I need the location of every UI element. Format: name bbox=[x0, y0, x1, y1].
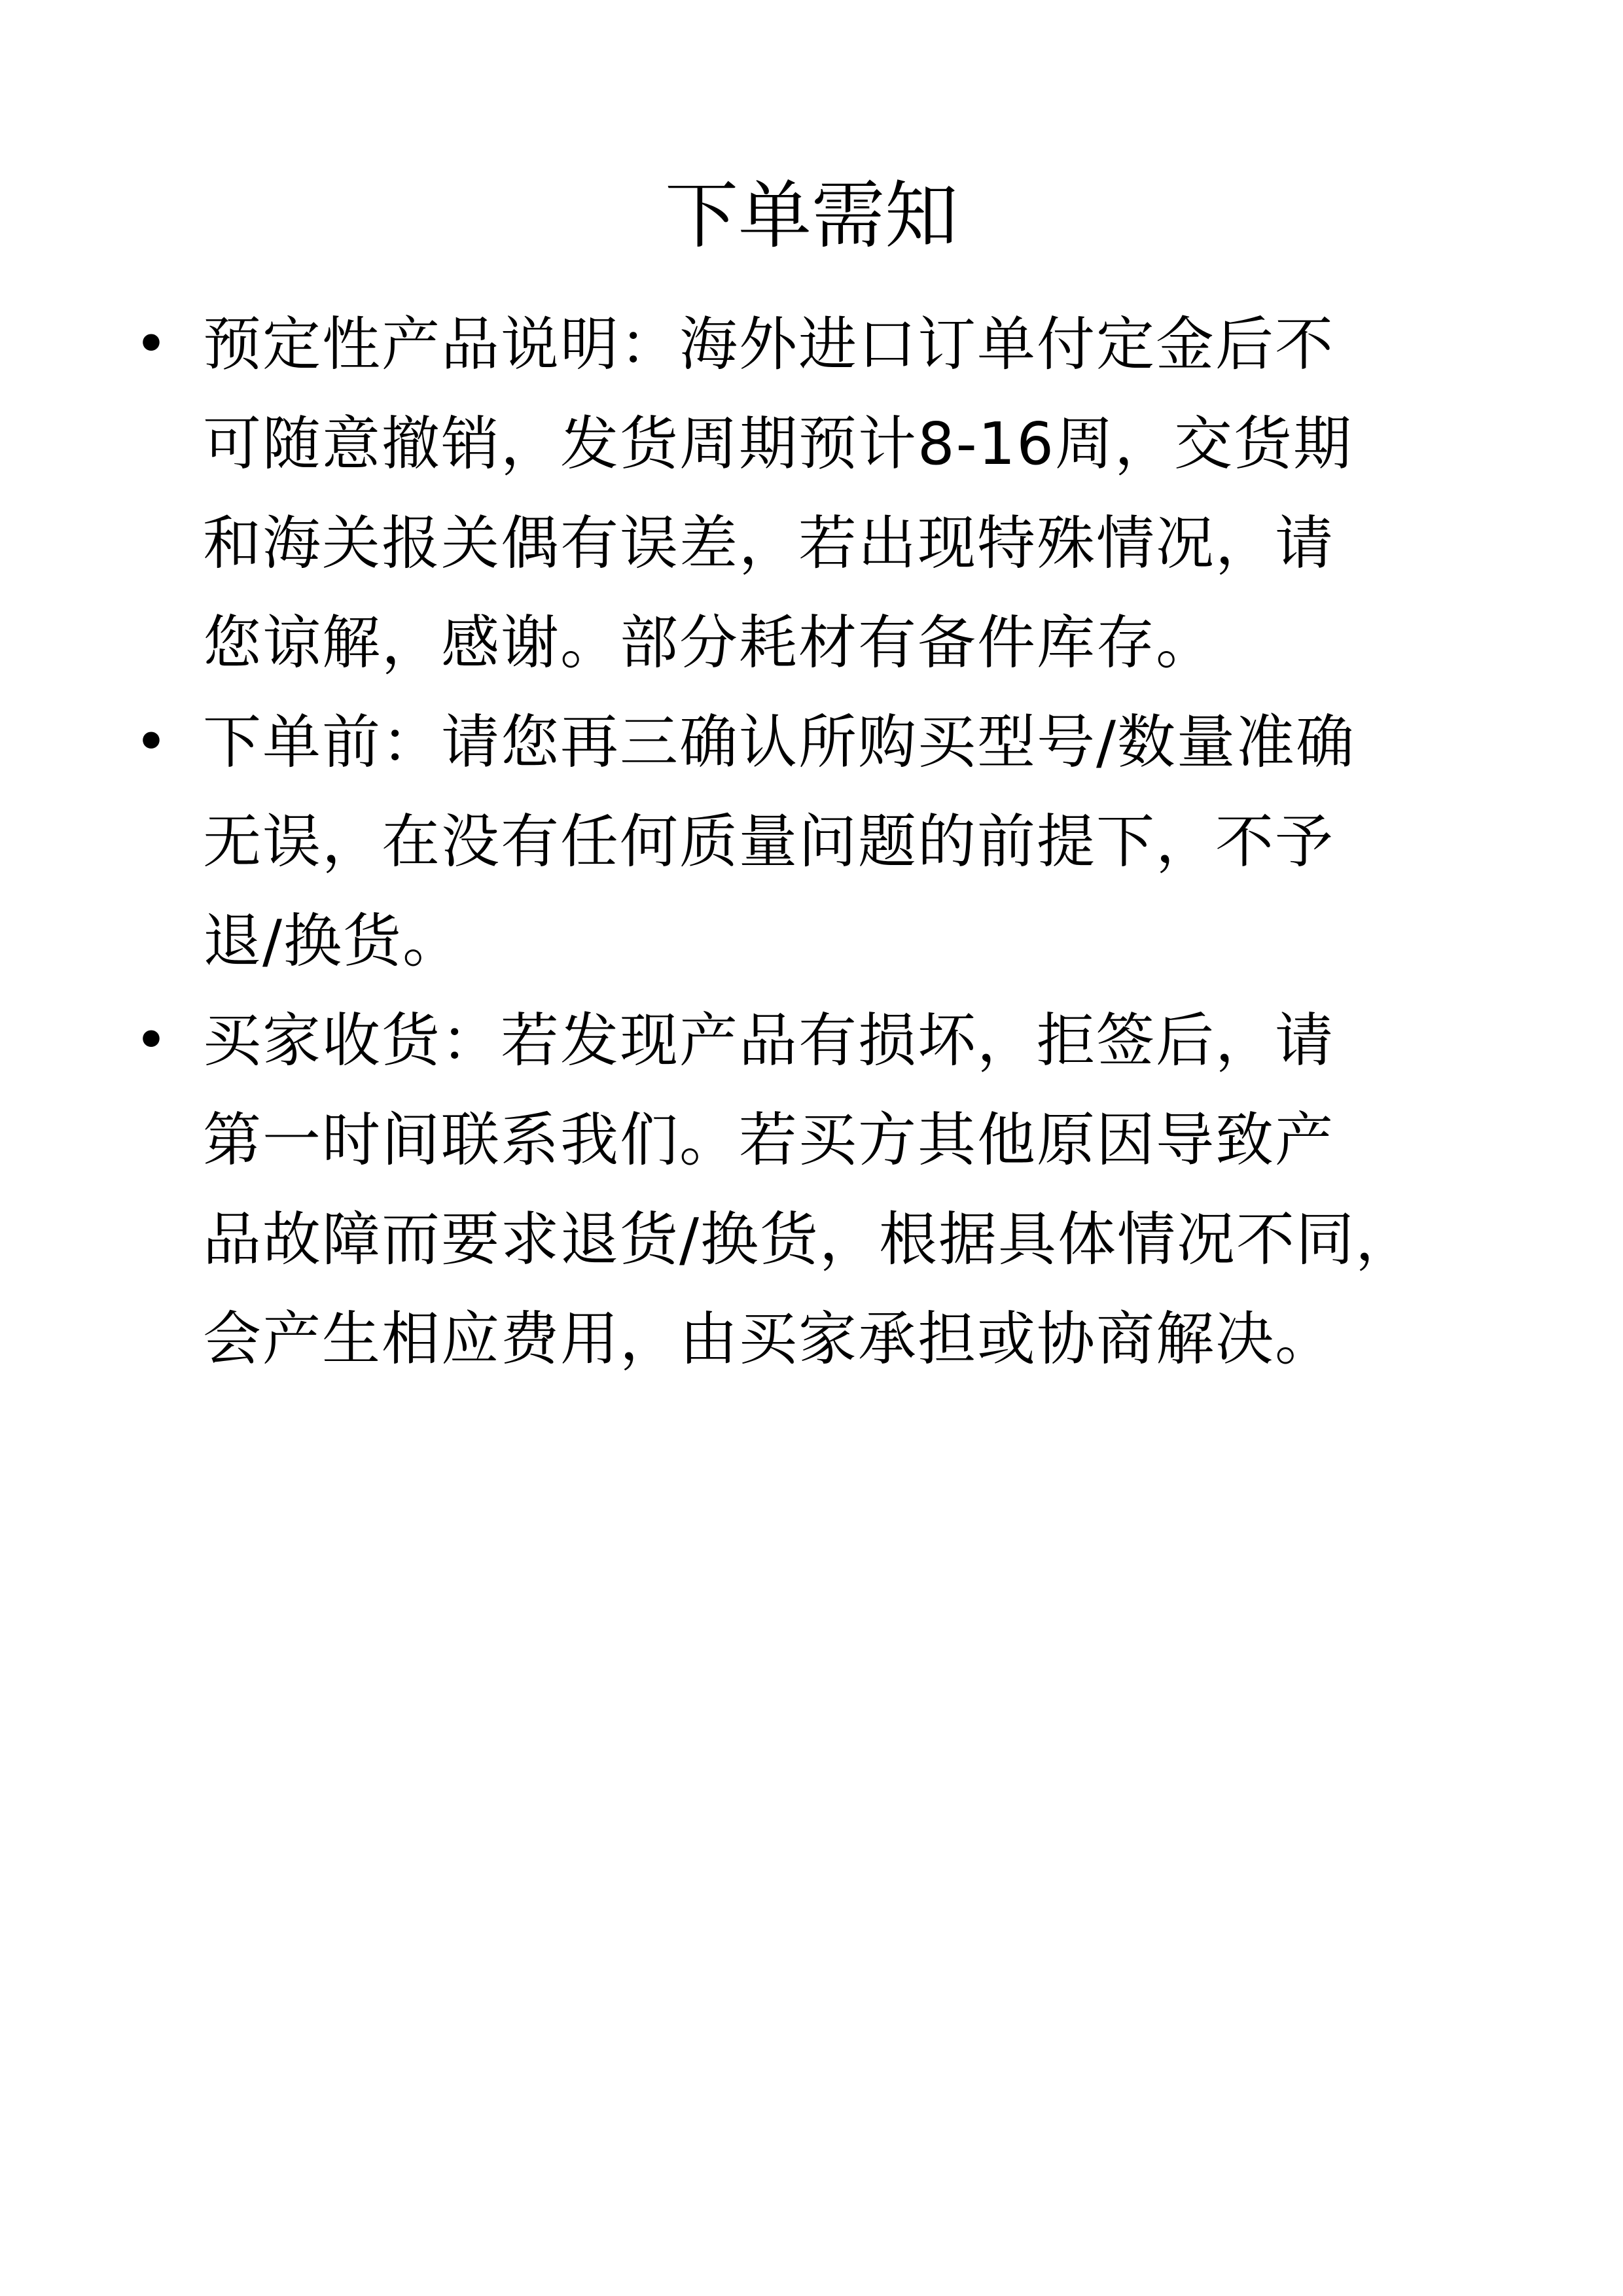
notice-list bbox=[134, 294, 1548, 1388]
bullet-icon: • bbox=[134, 708, 168, 775]
notice-line: 下单前：请您再三确认所购买型号/数量准确 bbox=[203, 708, 1355, 776]
notice-text bbox=[203, 991, 1548, 1388]
bullet-icon: • bbox=[134, 310, 168, 378]
notice-line: 买家收货：若发现产品有损坏，拒签后，请 bbox=[203, 1006, 1334, 1074]
notice-item-before-order bbox=[134, 692, 1548, 991]
notice-item-preorder bbox=[134, 294, 1548, 692]
notice-line: 退/换货。 bbox=[203, 907, 462, 975]
notice-line: 第一时间联系我们。若买方其他原因导致产 bbox=[203, 1106, 1334, 1174]
notice-line: 可随意撤销，发货周期预计8-16周，交货期 bbox=[203, 410, 1353, 478]
bullet-icon: • bbox=[134, 1006, 168, 1074]
notice-text bbox=[203, 692, 1548, 991]
notice-line: 品故障而要求退货/换货，根据具体情况不同， bbox=[203, 1205, 1415, 1273]
notice-text bbox=[203, 294, 1548, 692]
notice-line: 预定性产品说明：海外进口订单付定金后不 bbox=[203, 310, 1334, 378]
notice-line: 您谅解，感谢。部分耗材有备件库存。 bbox=[203, 609, 1215, 677]
notice-line: 无误，在没有任何质量问题的前提下，不予 bbox=[203, 807, 1334, 875]
notice-line: 会产生相应费用，由买家承担或协商解决。 bbox=[203, 1305, 1334, 1373]
page-title: 下单需知 bbox=[665, 173, 958, 258]
notice-line: 和海关报关偶有误差，若出现特殊情况，请 bbox=[203, 509, 1334, 577]
notice-item-receiving bbox=[134, 991, 1548, 1388]
